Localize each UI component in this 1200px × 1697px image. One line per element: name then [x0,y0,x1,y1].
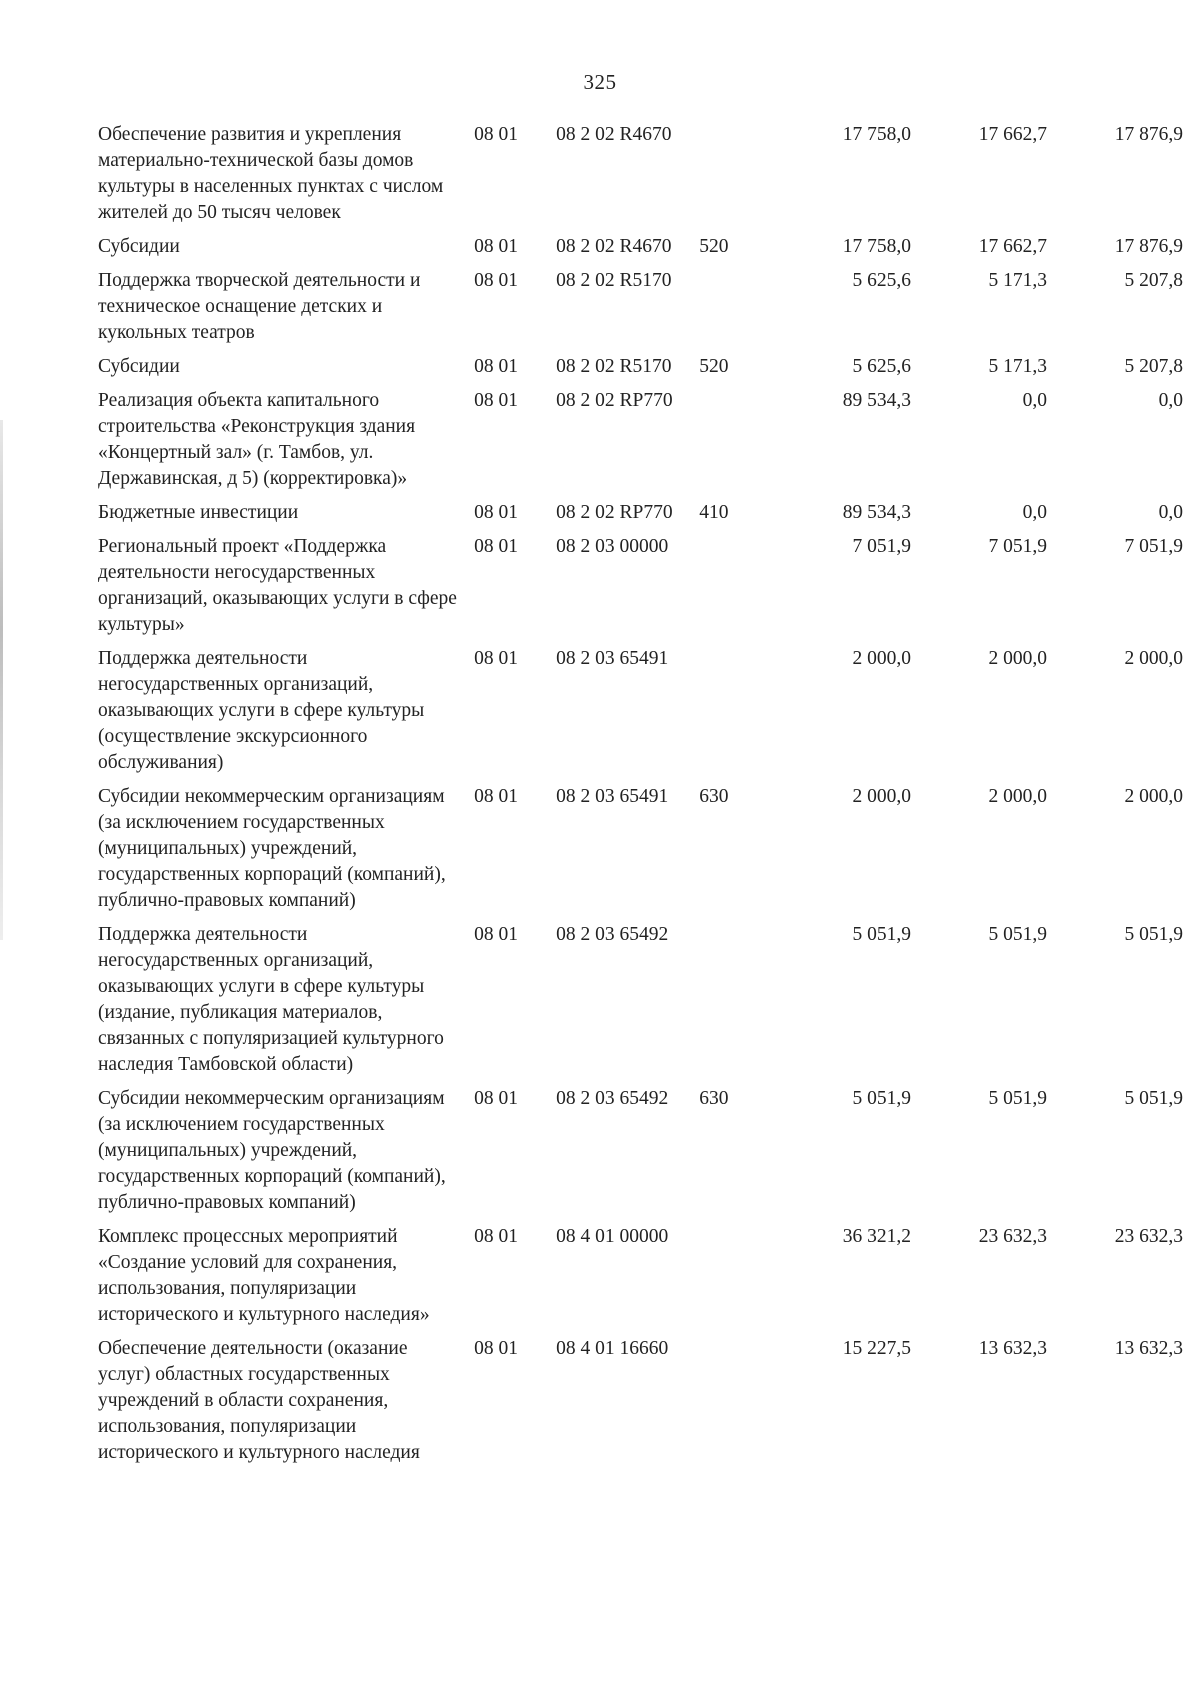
row-target-article: 08 4 01 00000 [556,1226,669,1247]
row-section: 08 01 [474,270,518,291]
row-section: 08 01 [474,236,518,257]
row-name: Бюджетные инвестиции [98,502,299,523]
row-year1-amount: 5 625,6 [852,356,911,377]
row-name: Субсидии некоммерческим организациям (за исключением государственных (муниципальных) учреждений, государственных корпораций (компаний), публично-правовых компаний) [98,1088,446,1213]
row-year1-amount: 89 534,3 [842,502,911,523]
row-year1-amount: 2 000,0 [852,786,911,807]
row-year1-amount: 36 321,2 [842,1226,911,1247]
row-section: 08 01 [474,502,518,523]
table-row [98,234,1183,268]
row-year3-amount: 13 632,3 [1114,1338,1183,1359]
row-year2-amount: 5 051,9 [988,924,1047,945]
row-year1-amount: 2 000,0 [852,648,911,669]
table-row [98,922,1183,1086]
row-expense-type: 520 [699,356,729,377]
row-section: 08 01 [474,1088,518,1109]
row-name: Поддержка деятельности негосударственных организаций, оказывающих услуги в сфере культуры (издание, публикация материалов, связанных с популяризацией культурного наследия Тамбовской области) [98,924,444,1075]
row-year3-amount: 23 632,3 [1114,1226,1183,1247]
row-year3-amount: 0,0 [1158,390,1183,411]
row-name: Субсидии [98,356,180,377]
row-year3-amount: 5 207,8 [1124,356,1183,377]
row-year1-amount: 5 051,9 [852,924,911,945]
row-year2-amount: 7 051,9 [988,536,1047,557]
row-year2-amount: 5 171,3 [988,270,1047,291]
row-expense-type [699,268,752,354]
row-name: Обеспечение деятельности (оказание услуг) областных государственных учреждений в области сохранения, использования, популяризации исторического и культурного наследия [98,1338,420,1463]
row-year1-amount: 5 625,6 [852,270,911,291]
row-section: 08 01 [474,1226,518,1247]
row-section: 08 01 [474,648,518,669]
row-year2-amount: 17 662,7 [978,236,1047,257]
row-year3-amount: 0,0 [1158,502,1183,523]
row-target-article: 08 2 03 00000 [556,536,669,557]
row-year3-amount: 7 051,9 [1124,536,1183,557]
row-year3-amount: 2 000,0 [1124,648,1183,669]
row-year1-amount: 15 227,5 [842,1338,911,1359]
row-year3-amount: 5 207,8 [1124,270,1183,291]
row-target-article: 08 2 02 R4670 [556,236,672,257]
row-target-article: 08 2 02 R4670 [556,124,672,145]
row-section: 08 01 [474,390,518,411]
scan-edge-shadow [0,420,3,940]
row-expense-type [699,388,752,500]
page-number: 325 [583,70,617,94]
row-expense-type: 410 [699,502,729,523]
table-row [98,534,1183,646]
table-row [98,500,1183,534]
row-expense-type [699,122,752,234]
row-expense-type: 630 [699,786,729,807]
row-year2-amount: 0,0 [1022,502,1047,523]
budget-table-body [98,122,1183,1474]
row-year2-amount: 2 000,0 [988,786,1047,807]
row-year2-amount: 17 662,7 [978,124,1047,145]
table-row [98,268,1183,354]
table-row [98,1336,1183,1474]
row-year2-amount: 0,0 [1022,390,1047,411]
table-row [98,1224,1183,1336]
row-year1-amount: 5 051,9 [852,1088,911,1109]
row-target-article: 08 2 03 65492 [556,1088,669,1109]
row-target-article: 08 2 03 65492 [556,924,669,945]
row-year3-amount: 17 876,9 [1114,124,1183,145]
row-section: 08 01 [474,536,518,557]
row-year3-amount: 5 051,9 [1124,924,1183,945]
row-name: Реализация объекта капитального строительства «Реконструкция здания «Концертный зал» (г. Тамбов, ул. Державинская, д 5) (корректировка)» [98,390,416,489]
row-year1-amount: 89 534,3 [842,390,911,411]
row-year2-amount: 23 632,3 [978,1226,1047,1247]
table-row [98,646,1183,784]
row-year1-amount: 7 051,9 [852,536,911,557]
table-row [98,388,1183,500]
row-target-article: 08 2 02 RP770 [556,390,673,411]
row-year2-amount: 2 000,0 [988,648,1047,669]
row-expense-type [699,646,752,784]
row-name: Субсидии [98,236,180,257]
row-name: Поддержка деятельности негосударственных организаций, оказывающих услуги в сфере культуры (осуществление экскурсионного обслуживания) [98,648,425,773]
row-section: 08 01 [474,1338,518,1359]
table-row [98,784,1183,922]
row-name: Поддержка творческой деятельности и техническое оснащение детских и кукольных театров [98,270,421,343]
row-expense-type [699,1336,752,1474]
row-expense-type [699,1224,752,1336]
row-target-article: 08 2 03 65491 [556,786,669,807]
row-section: 08 01 [474,124,518,145]
row-year1-amount: 17 758,0 [842,236,911,257]
row-expense-type [699,534,752,646]
row-name: Региональный проект «Поддержка деятельности негосударственных организаций, оказывающих услуги в сфере культуры» [98,536,457,635]
row-target-article: 08 4 01 16660 [556,1338,669,1359]
row-target-article: 08 2 03 65491 [556,648,669,669]
row-year2-amount: 13 632,3 [978,1338,1047,1359]
row-target-article: 08 2 02 R5170 [556,356,672,377]
budget-table [98,122,1183,1474]
row-year2-amount: 5 171,3 [988,356,1047,377]
row-expense-type: 520 [699,236,729,257]
row-year1-amount: 17 758,0 [842,124,911,145]
table-row [98,354,1183,388]
row-section: 08 01 [474,786,518,807]
table-row [98,1086,1183,1224]
row-section: 08 01 [474,356,518,377]
table-row [98,122,1183,234]
row-name: Комплекс процессных мероприятий «Создание условий для сохранения, использования, популяризации исторического и культурного наследия» [98,1226,430,1325]
row-expense-type: 630 [699,1088,729,1109]
row-year3-amount: 5 051,9 [1124,1088,1183,1109]
row-target-article: 08 2 02 RP770 [556,502,673,523]
row-year3-amount: 17 876,9 [1114,236,1183,257]
row-name: Обеспечение развития и укрепления материально-технической базы домов культуры в населенных пунктах с числом жителей до 50 тысяч человек [98,124,444,223]
row-section: 08 01 [474,924,518,945]
row-year3-amount: 2 000,0 [1124,786,1183,807]
row-year2-amount: 5 051,9 [988,1088,1047,1109]
row-expense-type [699,922,752,1086]
row-target-article: 08 2 02 R5170 [556,270,672,291]
row-name: Субсидии некоммерческим организациям (за исключением государственных (муниципальных) учреждений, государственных корпораций (компаний), публично-правовых компаний) [98,786,446,911]
